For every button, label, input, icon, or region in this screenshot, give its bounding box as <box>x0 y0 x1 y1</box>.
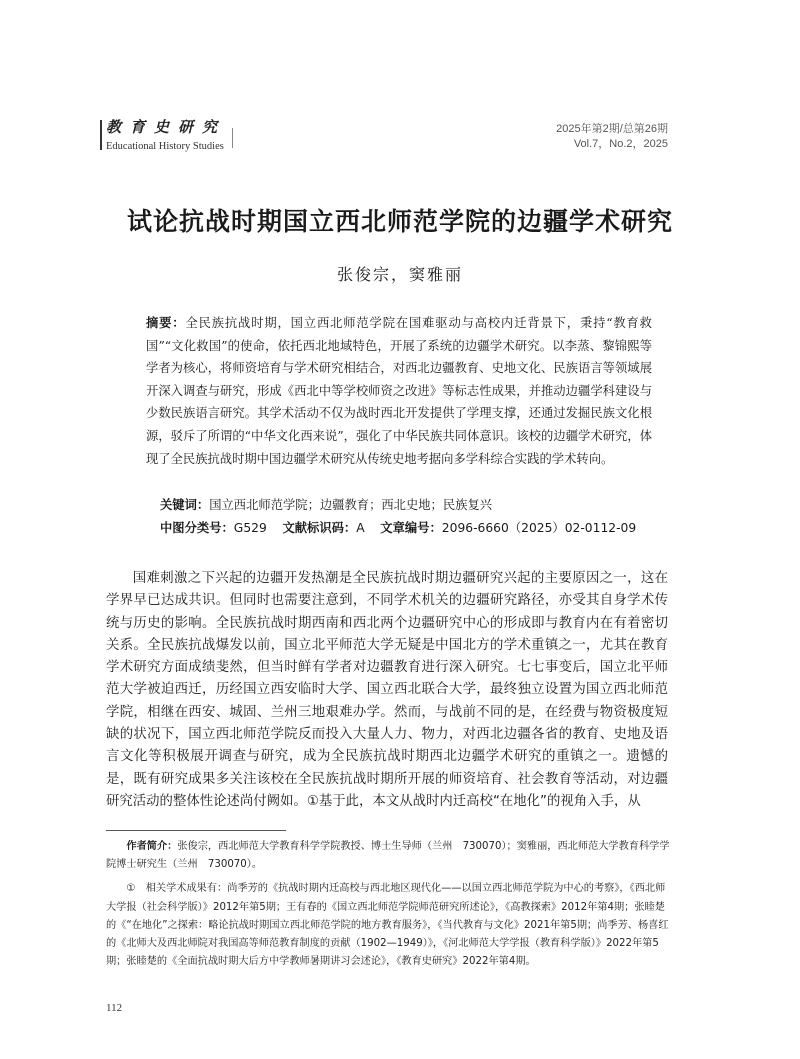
footnote-1: ① 相关学术成果有：尚季芳的《抗战时期内迁高校与西北地区现代化——以国立西北师范学院为中心的考察》，《西北师大学报（社会科学版）》2012年第5期；王有春的《国立西北师范学院师范研究所述论》，《高教探索》2012年第4期；张睦楚的《“在地化”之探索：略论抗战时期国立西北师范学院的地方教育服务》，《当代教育与文化》2021年第5期；尚季芳、杨喜红的《北师大及西北师院对我国高等师范教育制度的贡献（1902—1949）》，《河北师范大学学报（教育科学版）》2022年第5期；张睦楚的《全面抗战时期大后方中学教师暑期讲习会述论》，《教育史研究》2022年第4期。 <box>106 883 669 968</box>
keywords <box>160 494 650 516</box>
doc-code-value: A <box>356 521 365 535</box>
keywords-label: 关键词： <box>160 498 210 512</box>
clc-value: G529 <box>233 521 267 535</box>
masthead-divider <box>232 128 233 148</box>
issue-line-en: Vol.7，No.2，2025 <box>573 138 668 150</box>
keywords-text: 国立西北师范学院；边疆教育；西北史地；民族复兴 <box>209 498 493 512</box>
author-bio-text: 张俊宗，西北师范大学教育科学学院教授、博士生导师（兰州 730070）；窦雅丽，西北师范大学教育科学学院博士研究生（兰州 730070）。 <box>106 841 670 871</box>
journal-title-cn: 教育史研究 <box>106 118 227 136</box>
classification-line <box>160 517 650 539</box>
clc-label: 中图分类号： <box>160 521 234 535</box>
footnotes <box>106 838 670 977</box>
doc-code-label: 文献标识码： <box>282 521 357 535</box>
footnote-divider <box>106 830 286 831</box>
abstract-text: 全民族抗战时期，国立西北师范学院在国难驱动与高校内迁背景下，秉持“教育救国”“文化救国”的使命，依托西北地域特色，开展了系统的边疆学术研究。以李蒸、黎锦熙等学者为核心，将师资培育与学术研究相结合，对西北边疆教育、史地文化、民族语言等领域展开深入调查与研究，形成《西北中等学校师资之改进》等标志性成果，并推动边疆学科建设与少数民族语言研究。其学术活动不仅为战时西北开发提供了学理支撑，还通过发掘民族文化根源，驳斥了所谓的“中华文化西来说”，强化了中华民族共同体意识。该校的边疆学术研究，体现了全民族抗战时期中国边疆学术研究从传统史地考据向多学科综合实践的学术转向。 <box>146 316 652 466</box>
article-title: 试论抗战时期国立西北师范学院的边疆学术研究 <box>126 207 673 236</box>
abstract <box>146 312 652 470</box>
journal-logo-bar <box>100 120 102 150</box>
article-number-label: 文章编号： <box>380 521 442 535</box>
abstract-label: 摘要： <box>146 316 186 330</box>
article-number-value: 2096-6660（2025）02-0112-09 <box>441 521 637 535</box>
body-paragraph: 国难刺激之下兴起的边疆开发热潮是全民族抗战时期边疆研究兴起的主要原因之一，这在学界早已达成共识。但同时也需要注意到，不同学术机关的边疆研究路径，亦受其自身学术传统与历史的影响。全民族抗战时期西南和西北两个边疆研究中心的形成即与教育内在有着密切关系。全民族抗战爆发以前，国立北平师范大学无疑是中国北方的学术重镇之一，尤其在教育学术研究方面成绩斐然，但当时鲜有学者对边疆教育进行深入研究。七七事变后，国立北平师范大学被迫西迁，历经国立西安临时大学、国立西北联合大学，最终独立设置为国立西北师范学院，相继在西安、城固、兰州三地艰难办学。然而，与战前不同的是，在经费与物资极度短缺的状况下，国立西北师范学院反而投入大量人力、物力，对西北边疆各省的教育、史地及语言文化等积极展开调查与研究，成为全民族抗战时期西北边疆学术研究的重镇之一。遗憾的是，既有研究成果多关注该校在全民族抗战时期所开展的师资培育、社会教育等活动，对边疆研究活动的整体性论述尚付阙如。①基于此，本文从战时内迁高校“在地化”的视角入手，从 <box>106 571 668 809</box>
issue-line-cn: 2025年第2期/总第26期 <box>556 123 668 135</box>
journal-masthead <box>106 116 226 152</box>
author-bio <box>106 838 670 874</box>
issue-info <box>556 122 668 152</box>
journal-title-en: Educational History Studies <box>106 141 224 152</box>
article-authors: 张俊宗，窦雅丽 <box>336 265 463 284</box>
page-number: 112 <box>106 1002 123 1014</box>
author-bio-label: 作者简介： <box>126 841 178 852</box>
